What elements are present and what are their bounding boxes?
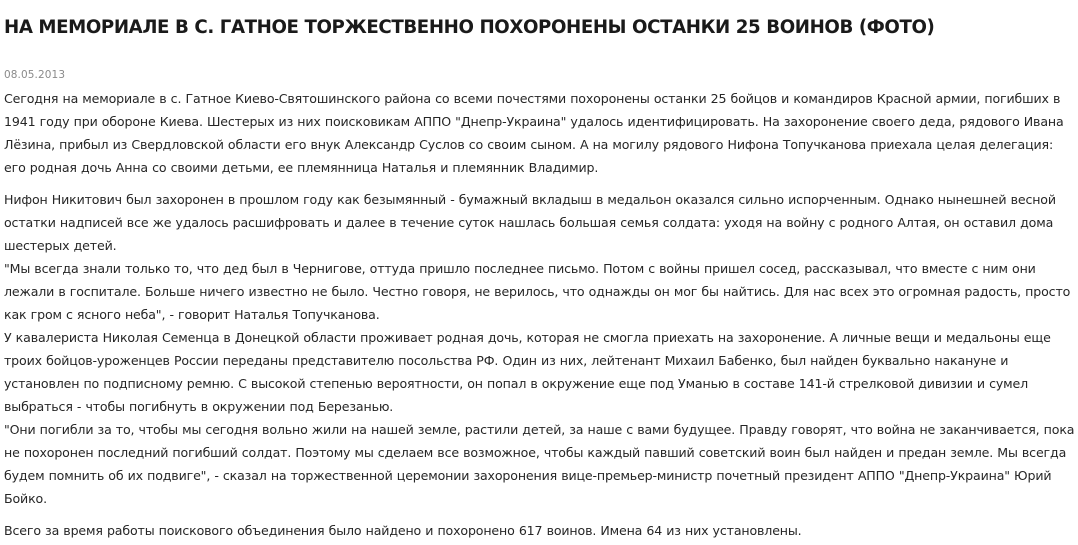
article-paragraph: Всего за время работы поискового объединения было найдено и похоронено 617 воинов. Имена 64 из них установлены. [4, 523, 802, 538]
article-body [4, 87, 1076, 542]
article-date: 08.05.2013 [4, 69, 66, 81]
article-paragraph: У кавалериста Николая Семенца в Донецкой области проживает родная дочь, которая не смогла приехать на захоронение. А личные вещи и медальоны еще троих бойцов-уроженцев России переданы представителю посольства РФ. Один из них, лейтенант Михаил Бабенко, был найден буквально накануне и установлен по подписному ремню. С высокой степенью вероятности, он попал в окружение еще под Уманью в составе 141-й стрелковой дивизии и сумел выбраться - чтобы погибнуть в окружении под Березанью. [4, 330, 1051, 414]
article-quote: "Мы всегда знали только то, что дед был в Чернигове, оттуда пришло последнее письмо. Потом с войны пришел сосед, рассказывал, что вместе с ним они лежали в госпитале. Больше ничего известно не было. Честно говоря, не верилось, что однажды он мог бы найтись. Для нас всех это огромная радость, просто как гром с ясного неба", - говорит Наталья Топучканова. [4, 261, 1071, 322]
article-title: НА МЕМОРИАЛЕ В С. ГАТНОЕ ТОРЖЕСТВЕННО ПОХОРОНЕНЫ ОСТАНКИ 25 ВОИНОВ (ФОТО) [4, 17, 935, 38]
article-quote: "Они погибли за то, чтобы мы сегодня вольно жили на нашей земле, растили детей, за наше с вами будущее. Правду говорят, что война не заканчивается, пока не похоронен последний погибший солдат. Поэтому мы сделаем все возможное, чтобы каждый павший советский воин был найден и предан земле. Мы всегда будем помнить об их подвиге", - сказал на торжественной церемонии захоронения вице-премьер-министр почетный президент АППО "Днепр-Украина" Юрий Бойко. [4, 422, 1075, 506]
article-paragraph: Сегодня на мемориале в с. Гатное Киево-Святошинского района со всеми почестями похоронены останки 25 бойцов и командиров Красной армии, погибших в 1941 году при обороне Киева. Шестерых из них поисковикам АППО "Днепр-Украина" удалось идентифицировать. На захоронение своего деда, рядового Ивана Лёзина, прибыл из Свердловской области его внук Александр Суслов со своим сыном. А на могилу рядового Нифона Топучканова приехала целая делегация: его родная дочь Анна со своими детьми, ее племянница Наталья и племянник Владимир. [4, 91, 1064, 175]
article-paragraph: Нифон Никитович был захоронен в прошлом году как безымянный - бумажный вкладыш в медальон оказался сильно испорченным. Однако нынешней весной остатки надписей все же удалось расшифровать и далее в течение суток нашлась большая семья солдата: уходя на войну с родного Алтая, он оставил дома шестерых детей. [4, 192, 1056, 253]
